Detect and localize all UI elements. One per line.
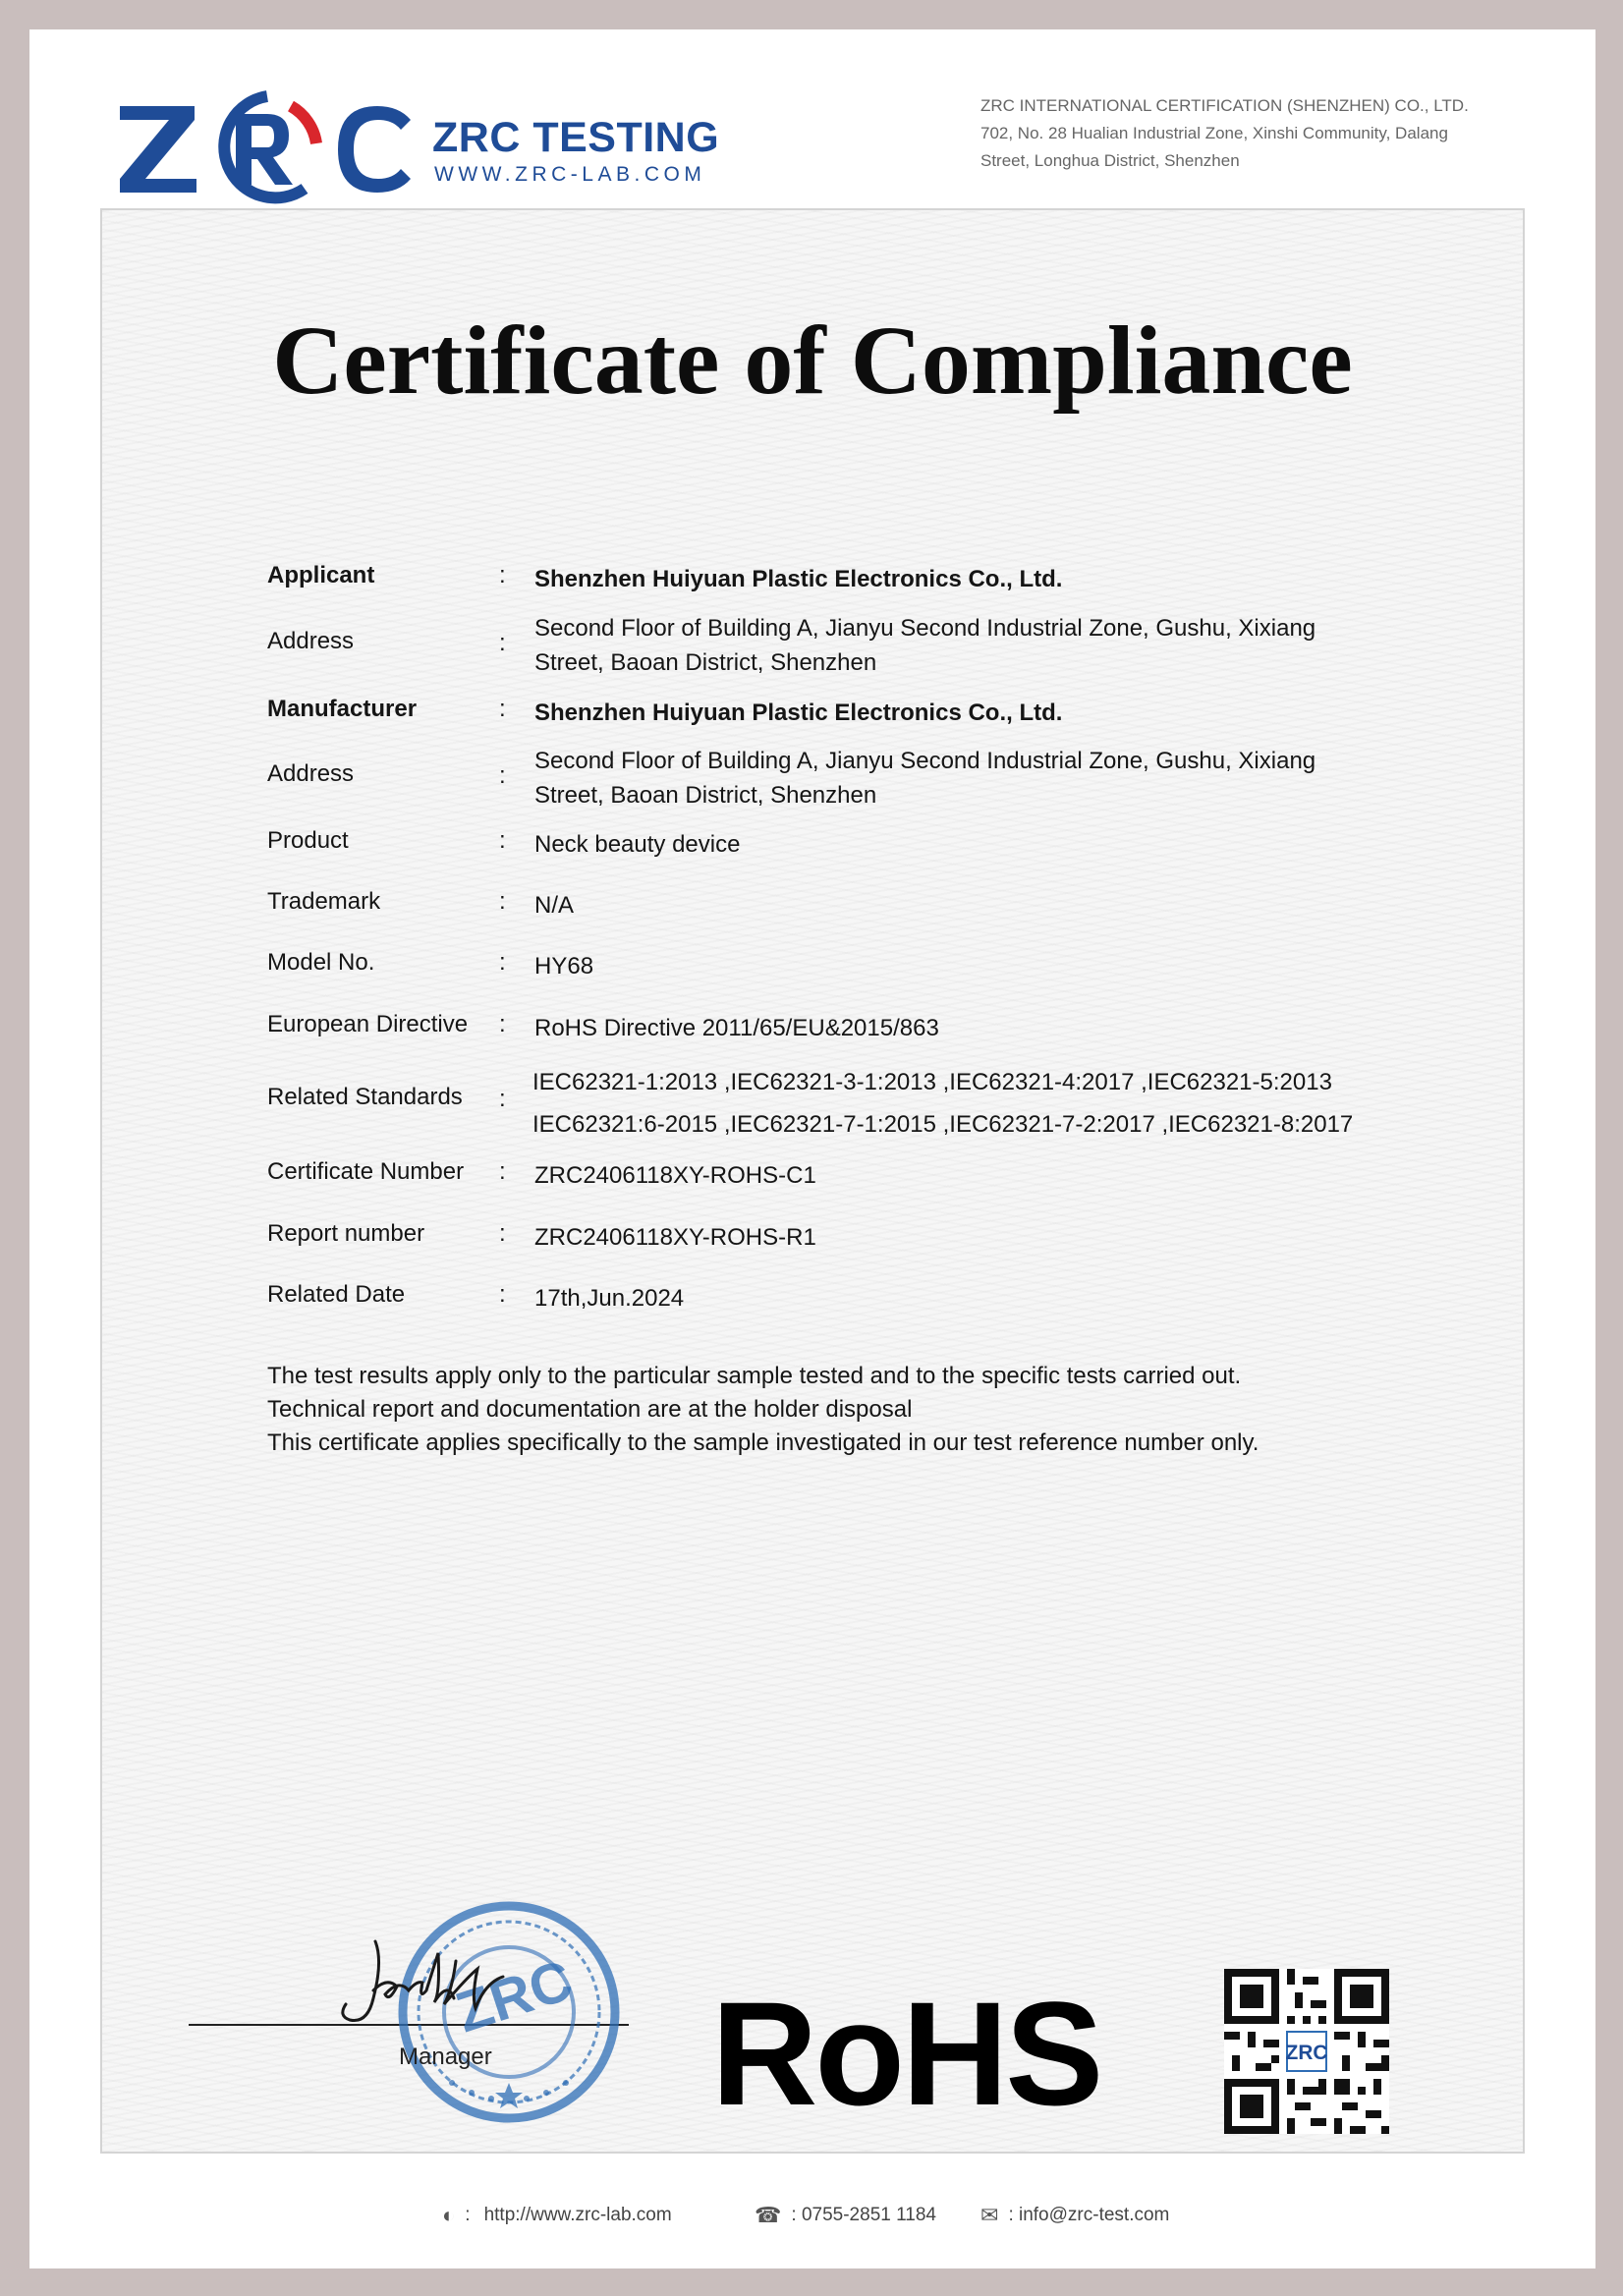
field-value-line: Second Floor of Building A, Jianyu Second Industrial Zone, Gushu, Xixiang — [534, 615, 1316, 642]
field-label: Manufacturer — [267, 696, 418, 722]
company-line-3: Street, Longhua District, Shenzhen — [980, 151, 1240, 170]
certificate-notes — [267, 1360, 1446, 1460]
field-value-line: Street, Baoan District, Shenzhen — [534, 782, 877, 809]
field-label: European Directive — [267, 1011, 469, 1037]
field-value — [534, 1220, 1419, 1255]
field-value-line: RoHS Directive 2011/65/EU&2015/863 — [534, 1015, 939, 1041]
footer-website — [442, 2203, 672, 2228]
field-value — [534, 1158, 1419, 1193]
footer-phone — [755, 2203, 936, 2228]
footer-email-text[interactable]: : info@zrc-test.com — [1008, 2205, 1170, 2225]
company-line-1: ZRC INTERNATIONAL CERTIFICATION (SHENZHEN) CO., LTD. — [980, 96, 1469, 115]
phone-icon: ☎ — [755, 2203, 782, 2227]
field-colon: : — [499, 1158, 506, 1185]
field-colon: : — [499, 888, 506, 915]
field-label: Address — [267, 760, 355, 787]
signatory-role: Manager — [399, 2044, 492, 2070]
field-value-line: ZRC2406118XY-ROHS-R1 — [534, 1224, 816, 1251]
company-line-2: 702, No. 28 Hualian Industrial Zone, Xinshi Community, Dalang — [980, 124, 1448, 142]
field-value — [534, 827, 1419, 862]
zrc-logo — [120, 77, 720, 214]
field-value-line: Shenzhen Huiyuan Plastic Electronics Co., Ltd. — [534, 566, 1063, 592]
field-colon: : — [499, 1086, 506, 1112]
note-line-1: The test results apply only to the particular sample tested and to the specific tests carried out. — [267, 1363, 1242, 1389]
field-value — [534, 888, 1419, 923]
note-line-2: Technical report and documentation are at the holder disposal — [267, 1396, 913, 1423]
field-colon: : — [499, 696, 506, 722]
field-value — [534, 1011, 1419, 1045]
mail-icon: ✉ — [980, 2203, 999, 2227]
field-colon: : — [499, 1011, 506, 1037]
field-value-line: Second Floor of Building A, Jianyu Second Industrial Zone, Gushu, Xixiang — [534, 748, 1316, 774]
field-value — [532, 1061, 1417, 1146]
field-value — [534, 744, 1419, 812]
field-value-line: 17th,Jun.2024 — [534, 1285, 685, 1312]
field-value — [534, 1281, 1419, 1316]
field-label: Trademark — [267, 888, 381, 915]
field-colon: : — [499, 827, 506, 854]
field-label: Related Date — [267, 1281, 406, 1308]
footer-web-prefix: : — [465, 2205, 471, 2225]
field-value — [534, 696, 1419, 730]
logo-url: WWW.ZRC-LAB.COM — [434, 163, 706, 186]
rohs-mark: RoHS — [711, 1971, 1101, 2136]
logo-name: ZRC TESTING — [432, 114, 720, 161]
field-label: Related Standards — [267, 1084, 463, 1110]
field-label: Applicant — [267, 562, 375, 588]
field-value-line: IEC62321:6-2015 ,IEC62321-7-1:2015 ,IEC62321-7-2:2017 ,IEC62321-8:2017 — [532, 1111, 1354, 1138]
field-value-line: IEC62321-1:2013 ,IEC62321-3-1:2013 ,IEC62321-4:2017 ,IEC62321-5:2013 — [532, 1069, 1332, 1095]
field-value — [534, 611, 1419, 680]
field-label: Product — [267, 827, 349, 854]
field-value — [534, 949, 1419, 983]
field-colon: : — [499, 1281, 506, 1308]
field-label: Model No. — [267, 949, 375, 976]
field-colon: : — [499, 562, 506, 588]
field-value-line: ZRC2406118XY-ROHS-C1 — [534, 1162, 816, 1189]
field-colon: : — [499, 1220, 506, 1247]
note-line-3: This certificate applies specifically to the sample investigated in our test reference number only. — [267, 1429, 1259, 1456]
certificate-footer — [29, 2203, 1595, 2242]
field-label: Report number — [267, 1220, 425, 1247]
field-value-line: HY68 — [534, 953, 594, 980]
footer-phone-text: : 0755-2851 1184 — [791, 2205, 936, 2225]
field-label: Address — [267, 628, 355, 654]
certificate-title: Certificate of Compliance — [272, 306, 1353, 415]
handwritten-signature — [328, 1922, 525, 2049]
field-colon: : — [499, 949, 506, 976]
company-info — [980, 92, 1531, 175]
field-value-line: Neck beauty device — [534, 831, 741, 858]
stamp-text: ZRC — [448, 1947, 581, 2045]
qr-code-icon — [1224, 1969, 1389, 2134]
field-value-line: N/A — [534, 892, 575, 919]
field-value — [534, 562, 1419, 596]
field-colon: : — [499, 762, 506, 789]
footer-email — [980, 2203, 1169, 2228]
footer-web[interactable]: http://www.zrc-lab.com — [483, 2205, 672, 2225]
zrc-logo-mark — [120, 77, 424, 214]
field-colon: : — [499, 630, 506, 656]
field-value-line: Shenzhen Huiyuan Plastic Electronics Co., Ltd. — [534, 700, 1063, 726]
qr-center-text: ZRC — [1285, 2042, 1328, 2064]
globe-icon: ◐ — [442, 2203, 456, 2227]
field-value-line: Street, Baoan District, Shenzhen — [534, 649, 877, 676]
certificate-frame — [100, 208, 1525, 2154]
field-label: Certificate Number — [267, 1158, 465, 1185]
certificate-sheet — [29, 29, 1595, 2268]
